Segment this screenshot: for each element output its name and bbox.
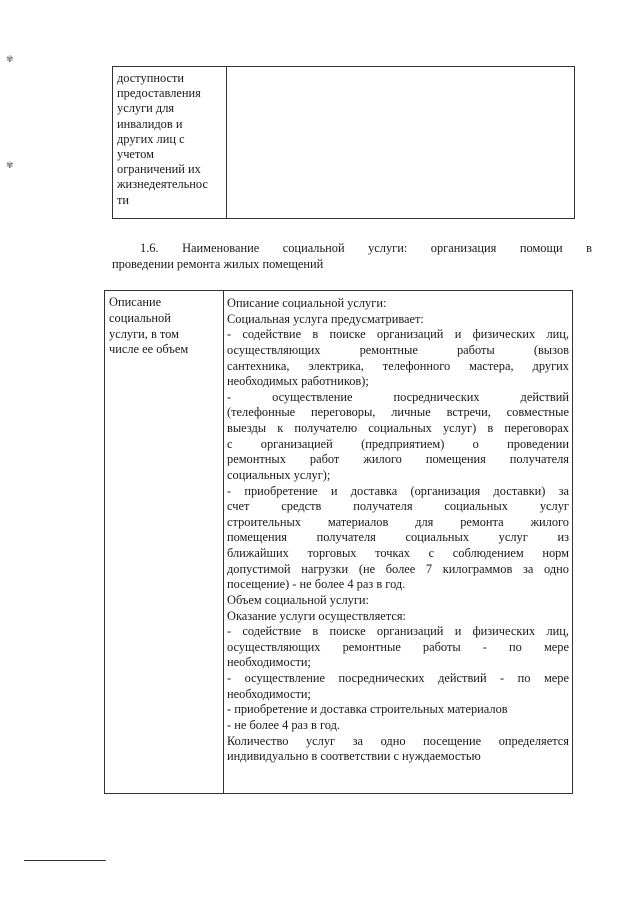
content-line: строительных материалов для ремонта жилого	[227, 514, 569, 529]
section-heading-line-1: 1.6. Наименование социальной услуги: организация помощи в	[140, 241, 592, 255]
content-line: необходимости;	[227, 655, 311, 670]
footnote-rule	[24, 860, 106, 861]
column-divider	[223, 291, 224, 793]
label-line: социальной	[109, 310, 171, 325]
content-line: социальных услуг);	[227, 467, 331, 482]
content-line: - содействие в поиске организаций и физических лиц,	[227, 327, 569, 342]
label-line: инвалидов и	[117, 116, 183, 131]
content-line: (телефонные переговоры, личные встречи, совместные	[227, 405, 569, 420]
content-line: Оказание услуги осуществляется:	[227, 608, 406, 623]
content-line: - не более 4 раз в год.	[227, 717, 341, 732]
content-line: осуществляющих ремонтные работы - по мере	[227, 639, 569, 654]
content-line: Количество услуг за одно посещение определяется	[227, 733, 569, 748]
label-line: услуги, в том	[109, 326, 179, 341]
content-line: Объем социальной услуги:	[227, 592, 369, 607]
content-line: счет средств получателя социальных услуг	[227, 499, 569, 514]
label-line: ограничений их	[117, 162, 201, 177]
content-line: - приобретение и доставка (организация доставки) за	[227, 483, 569, 498]
table-fragment-top	[112, 66, 575, 219]
label-line: предоставления	[117, 86, 201, 101]
description-label-cell	[109, 295, 221, 358]
label-line: числе ее объем	[109, 342, 189, 357]
label-line: Описание	[109, 295, 162, 309]
margin-mark: ✾	[6, 160, 14, 170]
label-line: учетом	[117, 147, 154, 162]
content-line: посещение) - не более 4 раз в год.	[227, 577, 406, 592]
content-line: Описание социальной услуги:	[227, 296, 387, 310]
content-line: допустимой нагрузки (не более 7 килограммов за одно	[227, 561, 569, 576]
label-line: доступности	[117, 71, 185, 85]
content-line: ремонтных работ жилого помещения получателя	[227, 452, 569, 467]
content-line: сантехника, электрика, телефонного мастера, других	[227, 358, 569, 373]
label-line: других лиц с	[117, 131, 185, 146]
content-line: с организацией (предприятием) о проведении	[227, 436, 569, 451]
label-line: услуги для	[117, 101, 175, 116]
content-line: индивидуально в соответствии с нуждаемостью	[227, 749, 481, 764]
content-line: необходимости;	[227, 686, 311, 701]
label-line: ти	[117, 192, 130, 207]
margin-mark: ✾	[6, 54, 14, 64]
section-heading-line-2: проведении ремонта жилых помещений	[112, 257, 324, 271]
content-line: - осуществление посреднических действий	[227, 389, 569, 404]
content-line: осуществляющих ремонтные работы (вызов	[227, 342, 569, 357]
table-top-label-cell	[117, 71, 225, 208]
content-line: ближайших торговых точках с соблюдением норм	[227, 546, 569, 560]
service-description-table	[104, 290, 573, 794]
content-line: - содействие в поиске организаций и физических лиц,	[227, 624, 569, 639]
label-line: жизнедеятельнос	[117, 177, 208, 192]
content-line: - осуществление посреднических действий - по мере	[227, 671, 569, 685]
column-divider	[226, 67, 227, 218]
content-line: - приобретение и доставка строительных материалов	[227, 702, 508, 717]
content-line: выезды к получателю социальных услуг) в переговорах	[227, 421, 569, 435]
section-heading	[112, 240, 592, 272]
content-line: Социальная услуга предусматривает:	[227, 311, 424, 326]
content-line: необходимых работников);	[227, 374, 369, 389]
description-content-cell	[227, 296, 569, 765]
content-line: помещения получателя социальных услуг из	[227, 530, 569, 545]
